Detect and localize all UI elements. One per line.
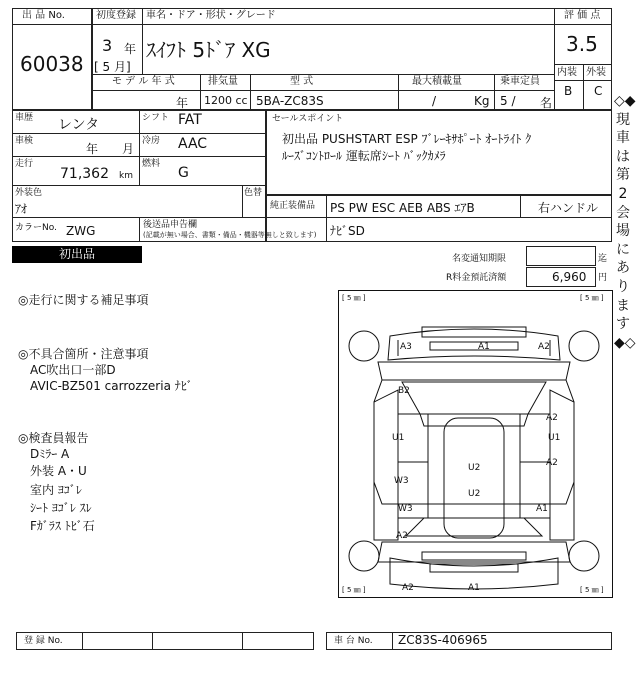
type-label: 型 式 — [290, 76, 314, 87]
mark-left-a2: A2 — [396, 531, 408, 541]
driving-notes-title: ◎走行に関する補足事項 — [18, 293, 149, 307]
inspector-item: Fｶﾞﾗｽ ﾄﾋﾞ石 — [30, 519, 95, 533]
fuel-label: 燃料 — [142, 159, 161, 169]
color-change-label: 色替 — [244, 188, 263, 198]
inspection-month: 月 — [122, 142, 135, 156]
first-registration-label: 初度登録 — [96, 10, 136, 21]
first-listing-bar: 初出品 — [12, 246, 142, 263]
capacity-label: 乗車定員 — [500, 76, 540, 87]
exterior-grade: C — [594, 84, 603, 98]
sales-point-line2: ﾙｰｽﾞｺﾝﾄﾛｰﾙ 運転席ｼｰﾄ ﾊﾞｯｸｶﾒﾗ — [282, 149, 446, 163]
sales-point-label: セールスポイント — [272, 114, 344, 124]
shift-label: シフト — [142, 113, 170, 123]
capacity: 5 / — [500, 94, 516, 108]
max-load-label: 最大積載量 — [412, 76, 462, 87]
ext-color: ｱｵ — [15, 202, 28, 216]
inspector-item: ｼｰﾄ ﾖｺﾞﾚ ｽﾚ — [30, 501, 92, 515]
max-load-sep: / — [432, 94, 437, 108]
displacement: 1200 cc — [204, 94, 248, 107]
lot-number: 60038 — [20, 52, 84, 76]
deadline-label: 名変通知期限 — [452, 254, 507, 264]
reg-no-label: 登 録 No. — [24, 636, 63, 646]
mark-roof-u2b: U2 — [468, 489, 481, 499]
ac-label: 冷房 — [142, 136, 161, 146]
car-name: ｽｲﾌﾄ 5ﾄﾞｱ XG — [146, 38, 271, 62]
mark-right-u1: U1 — [548, 433, 561, 443]
inspection-label: 車検 — [15, 136, 34, 146]
navi: ﾅﾋﾞSD — [330, 224, 365, 238]
shift: FAT — [178, 112, 202, 128]
color-no-label: カラーNo. — [15, 223, 57, 233]
mark-right-a2b: A2 — [546, 458, 558, 468]
lot-number-label: 出 品 No. — [22, 10, 65, 21]
equipment-label: 純正装備品 — [270, 201, 316, 211]
model-year-label: モ デ ル 年 式 — [112, 76, 175, 87]
mark-right-a2: A2 — [546, 413, 558, 423]
aftermarket-note: (記載が無い場合、書類・備品・機器等無しと致します) — [143, 231, 317, 239]
chassis-label: 車 台 No. — [334, 636, 373, 646]
chassis-no: ZC83S-406965 — [398, 633, 488, 647]
mileage-label: 走行 — [15, 159, 34, 169]
tire-top-right: [ 5 ㎜ ] — [580, 294, 604, 302]
first-registration-month: [ 5 月] — [94, 60, 131, 74]
history-label: 車歴 — [15, 113, 34, 123]
mark-front-a3: A3 — [400, 342, 412, 352]
fuel: G — [178, 165, 189, 181]
ext-color-label: 外装色 — [15, 188, 43, 198]
inspector-title: ◎検査員報告 — [18, 431, 89, 445]
interior-grade: B — [564, 84, 573, 98]
tire-bottom-right: [ 5 ㎜ ] — [580, 586, 604, 594]
model-type: 5BA-ZC83S — [256, 94, 324, 108]
mark-front-a1: A1 — [478, 342, 490, 352]
mark-rear-a1: A1 — [468, 583, 480, 593]
mark-roof-u2a: U2 — [468, 463, 481, 473]
inspector-item: 外装 A・U — [30, 464, 87, 478]
deadline-box — [526, 246, 596, 266]
inspector-item: 室内 ﾖｺﾞﾚ — [30, 483, 82, 497]
inspector-item: Dﾐﾗｰ A — [30, 447, 70, 461]
mark-rear-a2: A2 — [402, 583, 414, 593]
handle-side: 右ハンドル — [538, 201, 599, 215]
car-name-label: 車名・ドア・形状・グレード — [146, 10, 276, 21]
equipment-items: PS PW ESC AEB ABS ｴｱB — [330, 201, 475, 215]
exterior-label: 外装 — [586, 67, 606, 78]
mark-left-u1: U1 — [392, 433, 405, 443]
ac: AAC — [178, 136, 208, 152]
defect-item: AVIC-BZ501 carrozzeria ﾅﾋﾞ — [30, 379, 193, 393]
recycle-amount: 6,960 — [552, 270, 587, 284]
capacity-unit: 名 — [540, 96, 553, 110]
sales-point-line1: 初出品 PUSHSTART ESP ﾌﾞﾚｰｷｻﾎﾟｰﾄ ｵｰﾄﾗｲﾄ ｸ — [282, 132, 532, 146]
car-diagram — [338, 290, 613, 598]
aftermarket-label: 後送品申告欄 — [143, 220, 198, 230]
mark-left-b2: B2 — [398, 386, 410, 396]
mark-front-a2: A2 — [538, 342, 550, 352]
rating-label: 評 価 点 — [564, 10, 601, 21]
tire-top-left: [ 5 ㎜ ] — [342, 294, 366, 302]
mark-right-a1: A1 — [536, 504, 548, 514]
history: レンタ — [58, 117, 100, 133]
recycle-label: R料金預託済額 — [446, 273, 507, 283]
mark-left-w3b: W3 — [398, 504, 413, 514]
side-banner: ◇◆現車は第2会場にあります◆◇ — [614, 93, 636, 351]
color-no: ZWG — [66, 224, 96, 238]
interior-label: 内装 — [557, 67, 577, 78]
max-load-unit: Kg — [474, 94, 490, 108]
mileage: 71,362 — [60, 166, 109, 182]
model-year-unit: 年 — [176, 96, 189, 110]
first-registration-year: 3 — [102, 36, 113, 55]
mark-left-w3: W3 — [394, 476, 409, 486]
defects-title: ◎不具合箇所・注意事項 — [18, 347, 149, 361]
rating: 3.5 — [566, 32, 598, 56]
recycle-unit: 円 — [598, 273, 608, 283]
mileage-unit: km — [119, 171, 133, 181]
displacement-label: 排気量 — [208, 76, 238, 87]
inspection-year: 年 — [86, 142, 99, 156]
first-registration-year-unit: 年 — [124, 42, 137, 56]
deadline-unit: 迄 — [598, 254, 608, 264]
defect-item: AC吹出口一部D — [30, 363, 116, 377]
tire-bottom-left: [ 5 ㎜ ] — [342, 586, 366, 594]
